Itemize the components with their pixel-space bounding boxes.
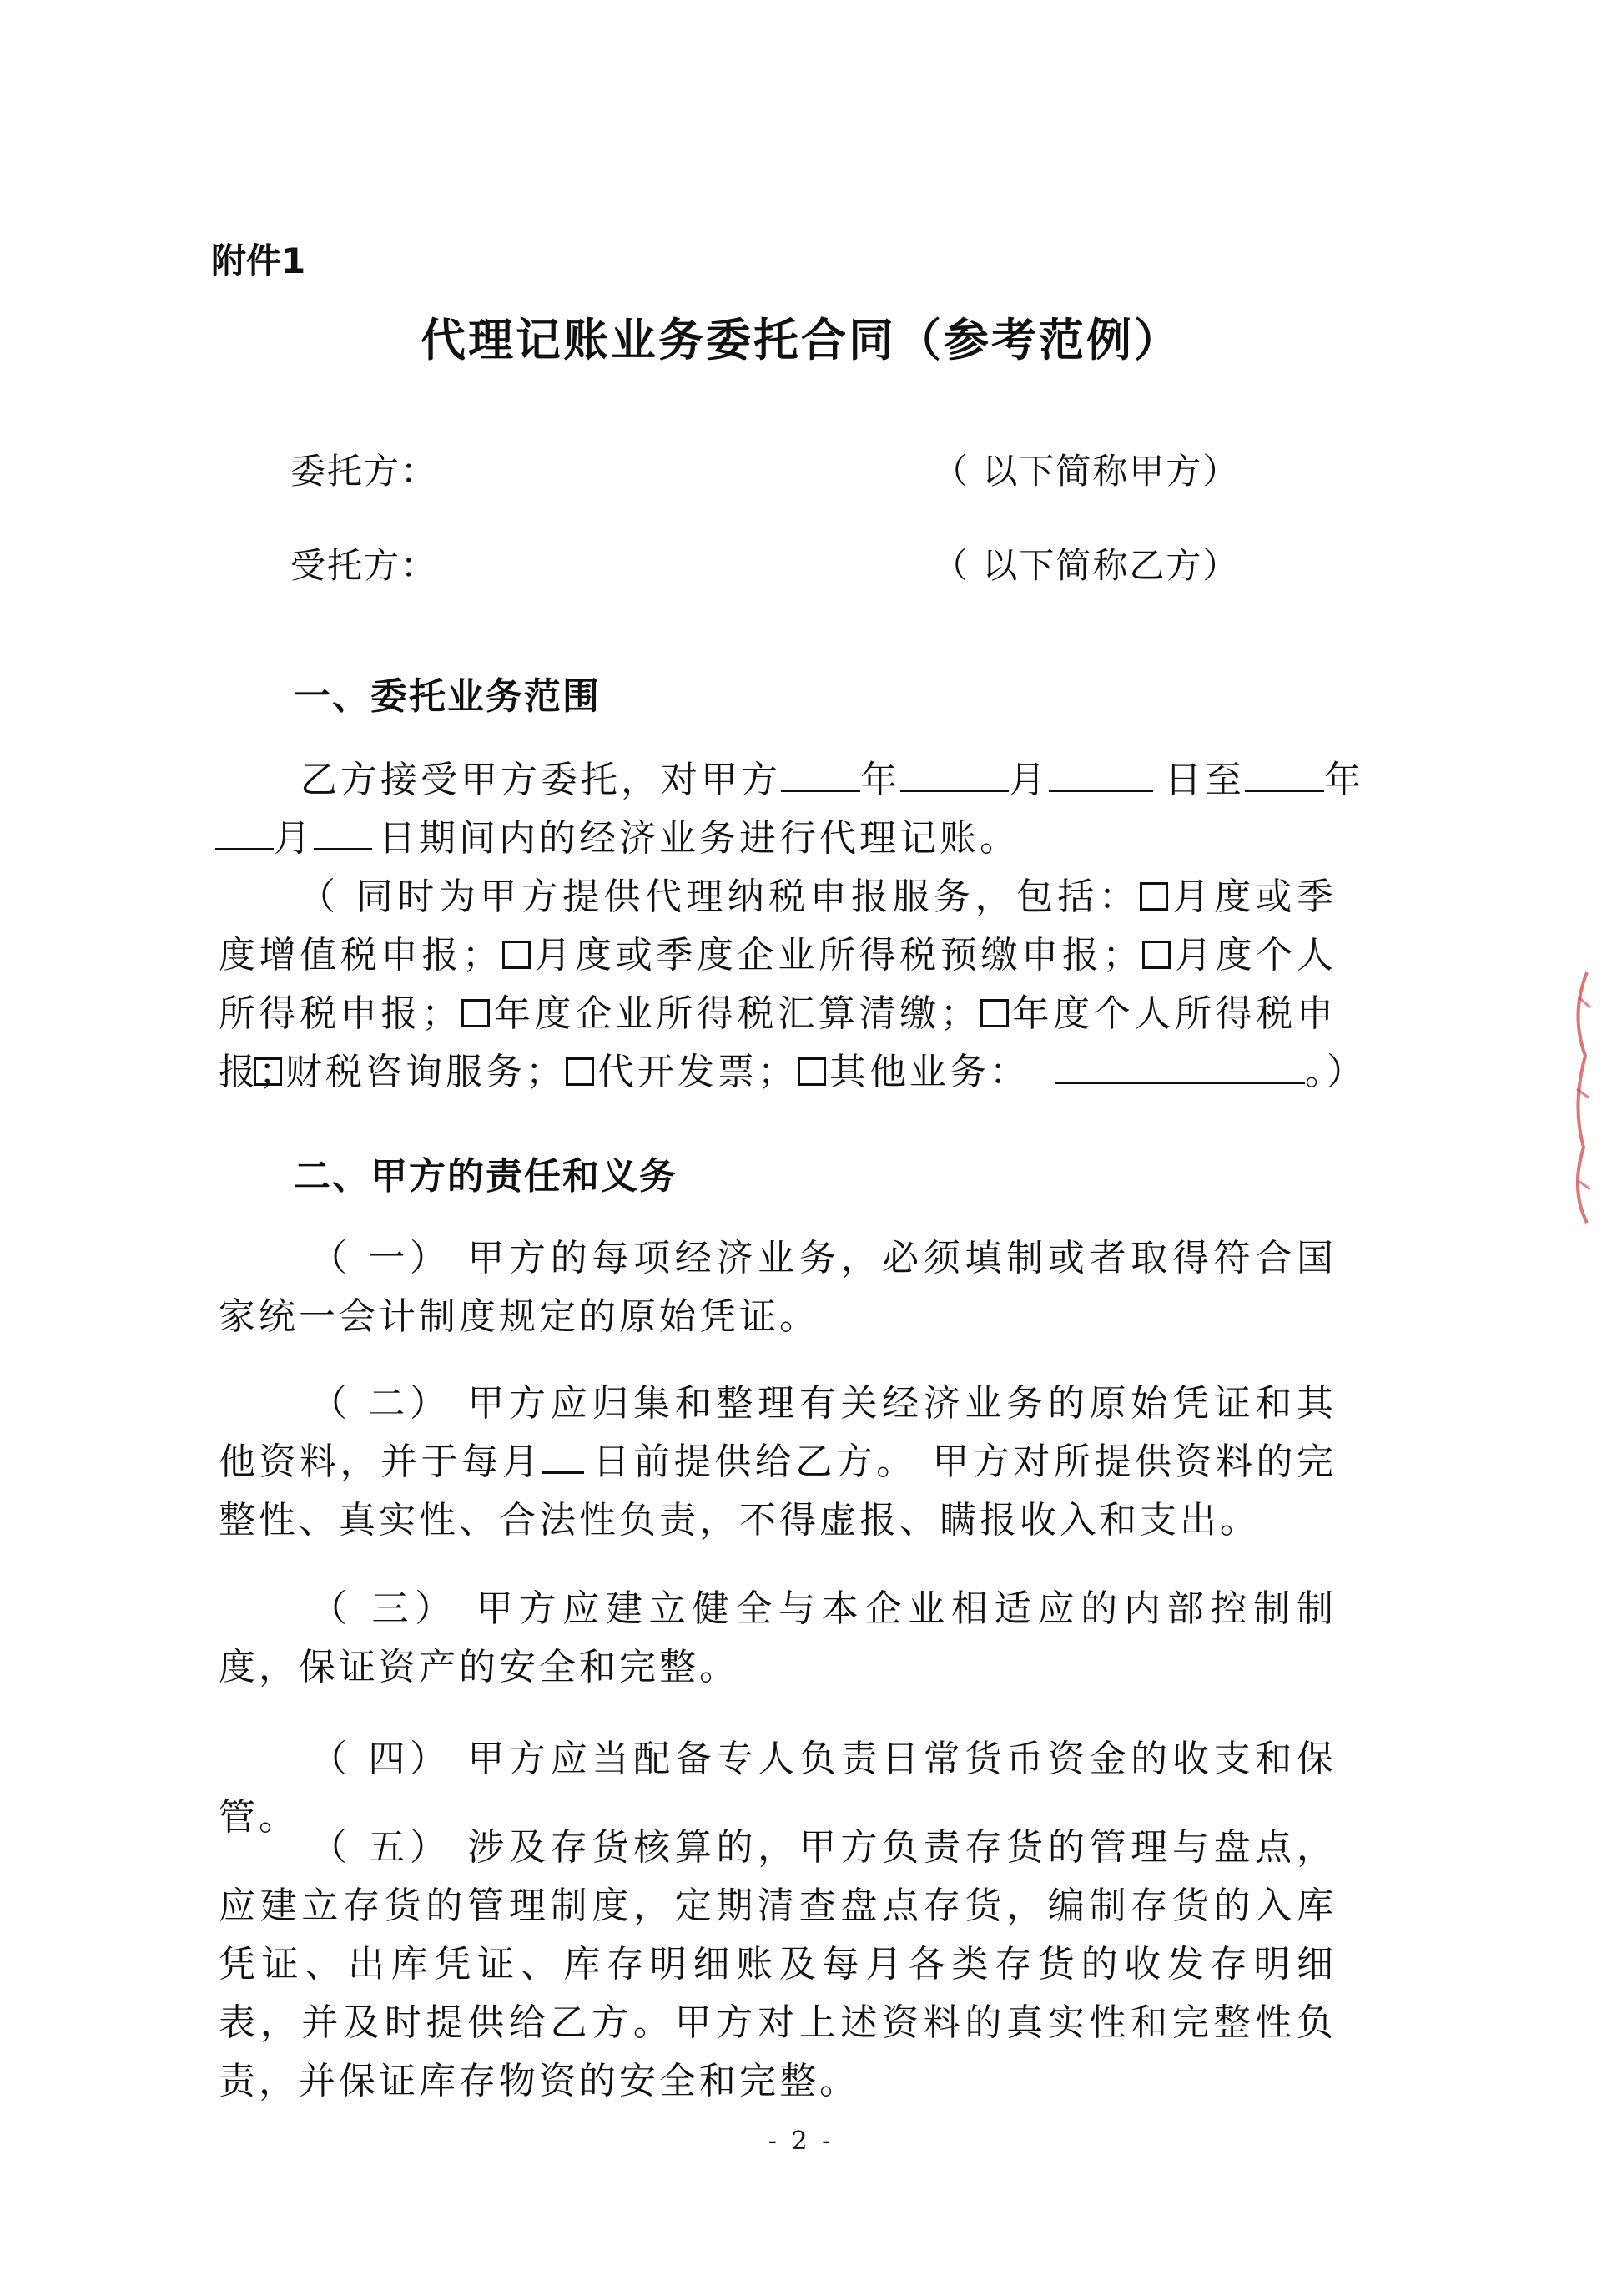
agent-party-label: 受托方：	[290, 545, 438, 586]
tax-consulting-checkbox[interactable]	[254, 1057, 282, 1086]
corporate-income-tax-prepay-label: 月度或季度企业所得税预缴申报；	[533, 934, 1143, 976]
other-services-label: 其他业务：	[829, 1051, 1030, 1093]
end-year-unit: 年	[1324, 759, 1364, 801]
start-year-blank	[781, 751, 860, 792]
monthly-personal-income-tax-label: 月度个人所得税申报；	[219, 934, 1338, 1035]
annual-corporate-settlement-checkbox[interactable]	[461, 999, 490, 1027]
client-party-note: （ 以下简称甲方）	[933, 451, 1240, 492]
start-year-unit: 年	[860, 759, 900, 801]
duty-item-1: （ 一） 甲方的每项经济业务，必须填制或者取得符合国家统一会计制度规定的原始凭证。	[219, 1237, 1337, 1338]
service-period-line1	[300, 751, 1364, 810]
tax-services-closing: 。）	[1305, 1051, 1367, 1093]
other-services-checkbox[interactable]	[798, 1057, 826, 1086]
start-month-unit: 月	[1009, 759, 1049, 801]
duty-item-2	[219, 1375, 1337, 1550]
agent-party-note: （ 以下简称乙方）	[933, 545, 1240, 586]
duty-item-2-part2: 日前提供给乙方。 甲方对所提供资料的完整性、真实性、合法性负责，不得虚报、瞒报收入和支出。	[219, 1441, 1337, 1542]
document-title: 代理记账业务委托合同（参考范例）	[421, 314, 1181, 366]
page-number: - 2 -	[768, 2127, 834, 2156]
start-day-blank	[1049, 751, 1153, 792]
attachment-label: 附件1	[211, 240, 306, 281]
invoice-issuing-checkbox[interactable]	[566, 1057, 594, 1086]
monthly-vat-label: 月度或季度增值税申报；	[219, 876, 1337, 976]
tax-consulting-label: 财税咨询服务；	[285, 1051, 566, 1093]
invoice-issuing-label: 代开发票；	[597, 1051, 798, 1093]
end-year-blank	[1245, 751, 1324, 792]
annual-corporate-settlement-label: 年度企业所得税汇算清缴；	[493, 992, 980, 1035]
end-month-unit: 月	[274, 817, 314, 860]
monthly-deadline-blank[interactable]	[542, 1433, 584, 1474]
service-period-line2	[215, 810, 1020, 868]
duty-item-4: （ 四） 甲方应当配备专人负责日常货币资金的收支和保管。	[219, 1738, 1337, 1839]
tax-services-last-line	[254, 1043, 1367, 1102]
annual-personal-income-tax-label: 年度个人所得税申报；	[219, 992, 1338, 1093]
start-month-blank	[900, 751, 1009, 792]
period-prefix: 乙方接受甲方委托，对甲方	[300, 759, 781, 801]
monthly-vat-checkbox[interactable]	[1140, 882, 1168, 911]
client-party-label: 委托方：	[290, 451, 438, 492]
duty-item-2-part1: （ 二） 甲方应归集和整理有关经济业务的原始凭证和其他资料，并于每月	[219, 1382, 1337, 1483]
seal-fragment-icon	[1562, 964, 1595, 1231]
section1-heading: 一、委托业务范围	[294, 675, 601, 718]
end-day-unit: 日期间内的经济业务进行代理记账。	[379, 817, 1020, 860]
section2-heading: 二、甲方的责任和义务	[294, 1155, 678, 1198]
corporate-income-tax-prepay-checkbox[interactable]	[502, 941, 531, 969]
tax-services-intro: （ 同时为甲方提供代理纳税申报服务，包括：	[299, 876, 1141, 918]
end-day-blank	[314, 810, 372, 850]
monthly-personal-income-tax-checkbox[interactable]	[1142, 941, 1171, 969]
other-services-blank[interactable]	[1055, 1043, 1305, 1084]
annual-personal-income-tax-checkbox[interactable]	[980, 999, 1009, 1027]
end-month-blank	[215, 810, 274, 850]
duty-item-3: （ 三） 甲方应建立健全与本企业相适应的内部控制制度，保证资产的安全和完整。	[219, 1587, 1337, 1688]
start-day-unit: 日至	[1165, 759, 1245, 801]
duty-item-5: （ 五） 涉及存货核算的，甲方负责存货的管理与盘点，应建立存货的管理制度，定期清查盘点存货，编制存货的入库凭证、出库凭证、库存明细账及每月各类存货的收发存明细表，并及时提供给乙方。甲方对上述资料的真实性和完整性负责，并保证库存物资的安全和完整。	[219, 1826, 1337, 2102]
